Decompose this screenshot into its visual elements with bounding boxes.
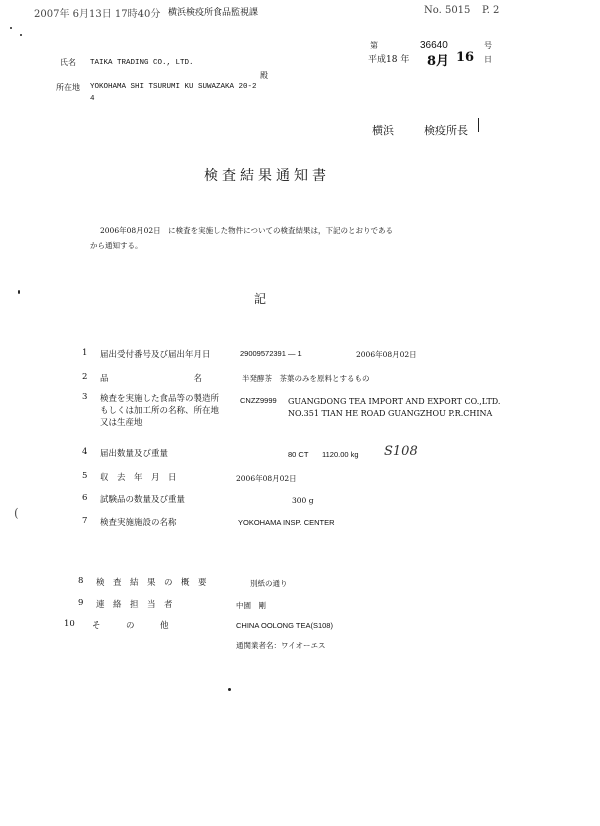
intro-line-1: 2006年08月02日 に検査を実施した物件についての検査結果は，下記のとおりである: [100, 226, 394, 235]
item-9-number: 9: [78, 598, 84, 608]
item-9-value: 中園 剛: [236, 601, 266, 610]
item-7-value: YOKOHAMA INSP. CENTER: [238, 518, 335, 527]
item-9-label: 連 絡 担 当 者: [96, 600, 173, 610]
item-6-label: 試験品の数量及び重量: [100, 495, 186, 505]
item-4-number: 4: [82, 447, 88, 457]
doc-day-suffix: 日: [484, 55, 492, 64]
recipient-address-line2: 4: [90, 95, 95, 103]
scan-speck: [478, 118, 479, 132]
issuer-title: 検疫所長: [424, 124, 468, 137]
item-6-number: 6: [82, 493, 88, 503]
item-3-manufacturer-line-1: GUANGDONG TEA IMPORT AND EXPORT CO.,LTD.: [288, 397, 501, 406]
doc-number: 36640: [420, 40, 448, 51]
item-7-label: 検査実施施設の名称: [100, 518, 177, 528]
ki-heading: 記: [254, 292, 267, 306]
item-10-label: そ の 他: [92, 621, 169, 631]
item-2-value: 半発酵茶 茶葉のみを原料とするもの: [242, 374, 370, 383]
scan-speck: [20, 34, 22, 36]
item-8-label: 検 査 結 果 の 概 要: [96, 578, 207, 588]
honorific: 殿: [260, 71, 268, 80]
doc-era: 平成18 年: [368, 55, 410, 65]
item-10-value: CHINA OOLONG TEA(S108): [236, 621, 333, 630]
scan-speck: [10, 27, 12, 29]
item-4-label: 届出数量及び重量: [100, 449, 169, 459]
scan-mark: (: [14, 506, 19, 520]
item-2-number: 2: [82, 372, 88, 382]
name-label: 氏名: [60, 58, 76, 67]
item-3-label-line-3: 又は生産地: [100, 418, 143, 428]
doc-number-suffix: 号: [484, 41, 492, 50]
item-4-count: 80 CT: [288, 450, 309, 459]
item-5-number: 5: [82, 471, 88, 481]
recipient-name: TAIKA TRADING CO., LTD.: [90, 59, 194, 67]
item-6-value: 300 g: [292, 496, 314, 505]
issuer-office: 横浜: [372, 124, 394, 137]
item-5-label: 収 去 年 月 日: [100, 473, 177, 483]
scan-speck: [228, 688, 231, 691]
item-3-label-line-2: もしくは加工所の名称、所在地: [100, 406, 220, 416]
item-8-number: 8: [78, 576, 84, 586]
item-4-weight: 1120.00 kg: [322, 450, 359, 459]
fax-page: P. 2: [482, 5, 500, 16]
doc-number-prefix: 第: [370, 41, 378, 50]
scan-speck: [18, 290, 20, 294]
item-7-number: 7: [82, 516, 88, 526]
item-10-number: 10: [64, 619, 75, 629]
fax-number: No. 5015: [424, 5, 471, 16]
fax-sender: 横浜検疫所食品監視課: [168, 8, 259, 18]
item-1-number: 1: [82, 348, 88, 358]
item-3-label-line-1: 検査を実施した食品等の製造所: [100, 394, 220, 404]
item-1-label: 届出受付番号及び届出年月日: [100, 350, 211, 360]
item-4-handwritten-note: S108: [384, 444, 418, 459]
recipient-address: YOKOHAMA SHI TSURUMI KU SUWAZAKA 20-2: [90, 83, 257, 91]
fax-timestamp: 2007年 6月13日 17時40分: [34, 9, 161, 20]
item-8-value: 別紙の通り: [250, 579, 288, 588]
address-label: 所在地: [56, 83, 80, 92]
item-3-number: 3: [82, 392, 88, 402]
doc-month: 8月: [427, 54, 450, 69]
item-2-label: 品 名: [100, 374, 203, 384]
item-3-manufacturer-line-2: NO.351 TIAN HE ROAD GUANGZHOU P.R.CHINA: [288, 409, 493, 418]
doc-day: 16: [456, 50, 475, 65]
item-5-value: 2006年08月02日: [236, 474, 297, 483]
document-title: 検査結果通知書: [204, 168, 330, 184]
item-10-broker: 通関業者名：ワイオーエス: [236, 641, 326, 650]
item-3-code: CNZZ9999: [240, 396, 277, 405]
intro-line-2: から通知する。: [90, 241, 143, 250]
item-1-value: 29009572391 — 1: [240, 349, 302, 358]
item-1-date: 2006年08月02日: [356, 350, 417, 359]
